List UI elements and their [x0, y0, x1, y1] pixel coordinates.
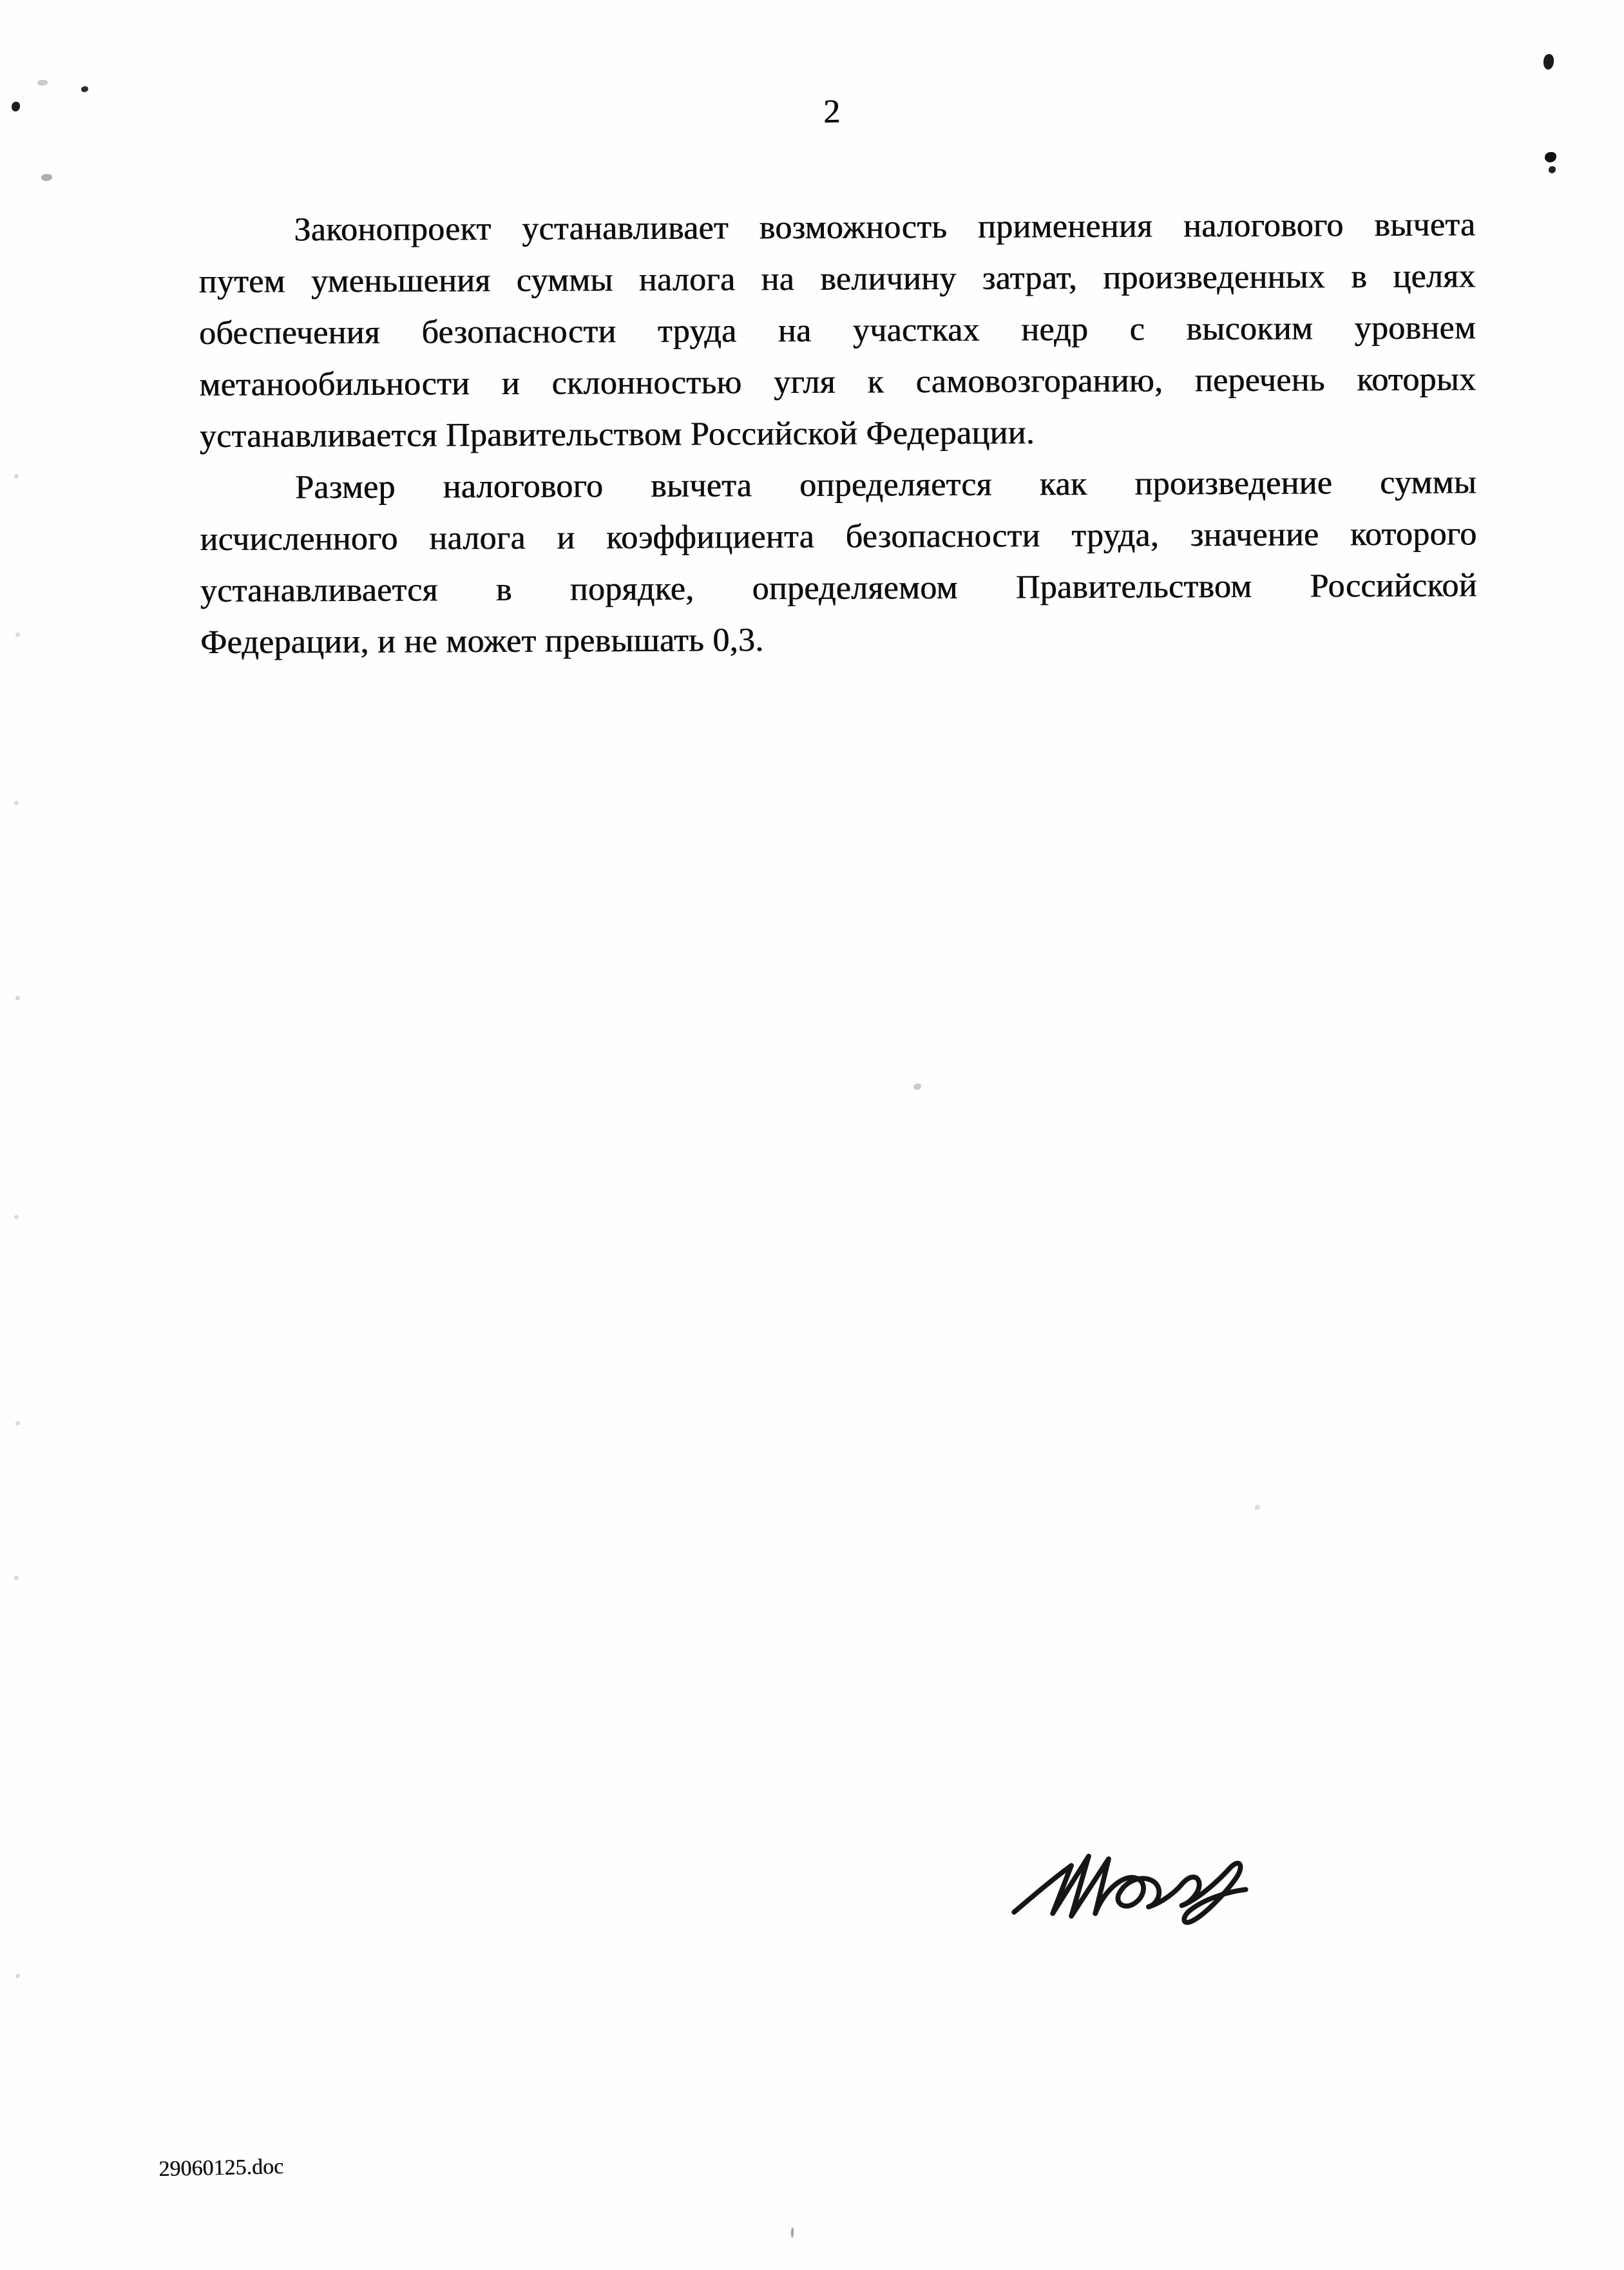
- text-line: метанообильности и склонностью угля к самовозгоранию, перечень которых: [199, 361, 1476, 403]
- scan-speck: [14, 801, 19, 805]
- scan-speck: [913, 1083, 921, 1090]
- scan-speck: [791, 2227, 794, 2238]
- scan-speck: [14, 474, 19, 479]
- text-line: исчисленного налога и коэффициента безопасности труда, значение которого: [200, 515, 1477, 558]
- scan-speck: [1543, 54, 1554, 70]
- scan-speck: [1255, 1505, 1260, 1510]
- text-line: устанавливается в порядке, определяемом Правительством Российской: [200, 567, 1477, 609]
- scan-speck: [1545, 152, 1556, 162]
- scan-speck: [12, 102, 20, 111]
- scan-speck: [15, 1421, 20, 1426]
- text-line: путем уменьшения суммы налога на величину затрат, произведенных в целях: [198, 258, 1476, 300]
- scan-speck: [14, 1215, 19, 1219]
- body-text: [198, 199, 1477, 669]
- text-line: Федерации, и не может превышать 0,3.: [200, 622, 764, 661]
- scan-speck: [1549, 166, 1556, 173]
- scan-speck: [15, 633, 20, 637]
- scan-speck: [15, 1974, 20, 1978]
- scan-speck: [14, 1576, 19, 1580]
- signature: [1010, 1835, 1250, 1931]
- scan-speck: [81, 86, 88, 92]
- scan-speck: [37, 80, 48, 86]
- text-line: обеспечения безопасности труда на участках недр с высоким уровнем: [198, 309, 1476, 352]
- scan-speck: [41, 174, 52, 181]
- text-line: Размер налогового вычета определяется как произведение суммы: [294, 464, 1477, 506]
- paragraph: [200, 457, 1477, 669]
- footer-filename: 29060125.doc: [158, 2154, 284, 2181]
- paragraph: [198, 199, 1476, 463]
- scan-speck: [15, 996, 20, 1000]
- signature-ink-icon: [1010, 1835, 1250, 1931]
- text-line: устанавливается Правительством Российской Федерации.: [199, 414, 1035, 455]
- text-line: Законопроект устанавливает возможность применения налогового вычета: [294, 206, 1476, 249]
- page-number: 2: [823, 93, 841, 131]
